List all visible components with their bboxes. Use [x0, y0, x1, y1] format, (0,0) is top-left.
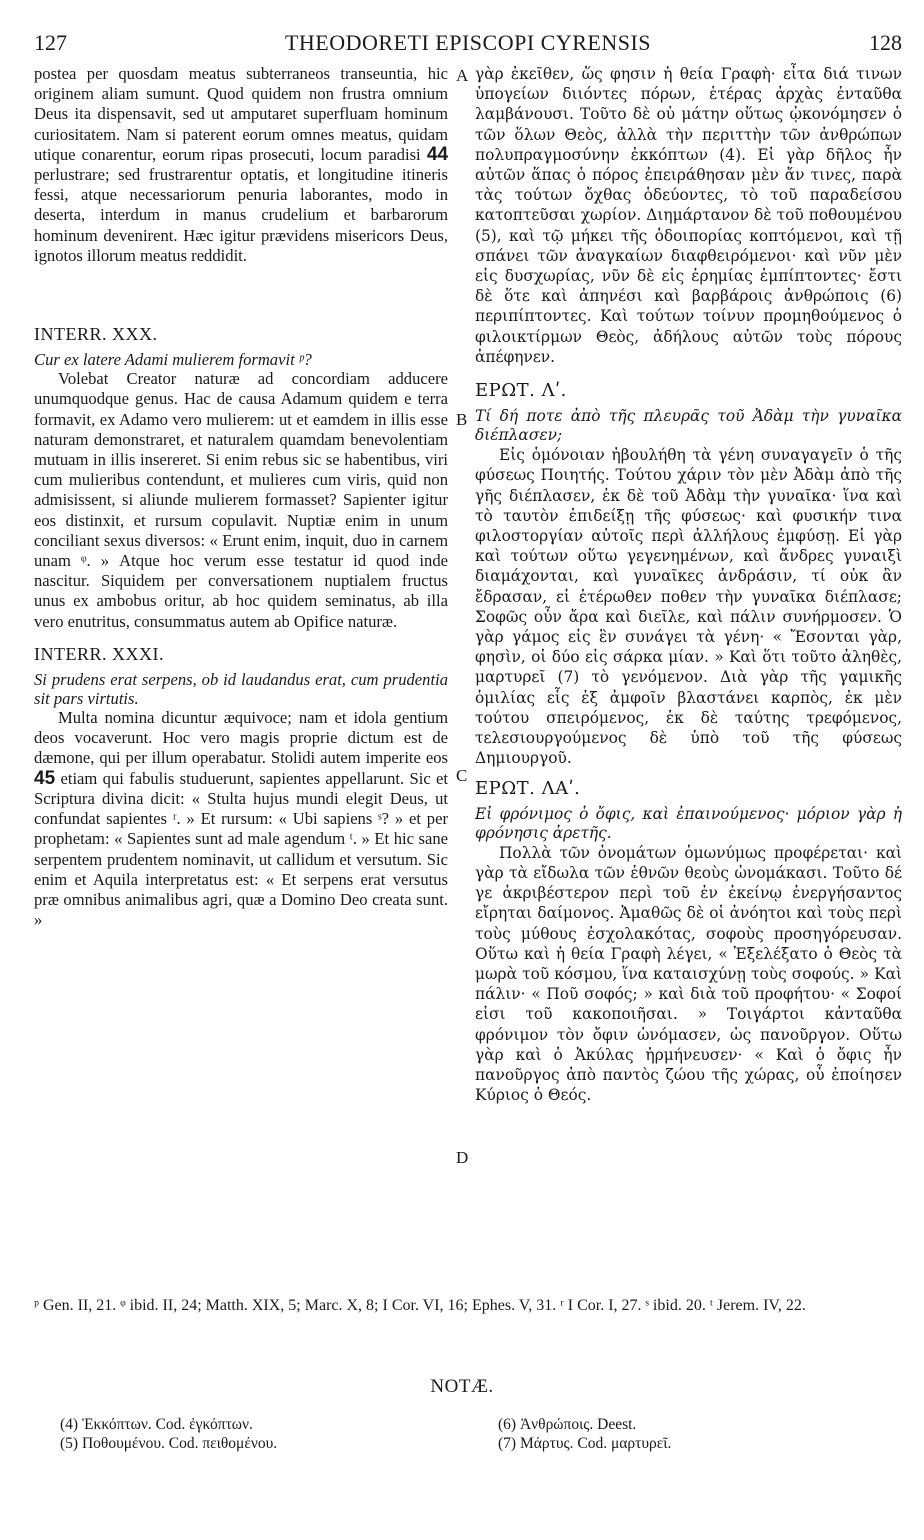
latin-opening-paragraph: postea per quosdam meatus subterraneos transeuntia, hic originem aliam sumunt. Quod quidem non frustra omnium Deus ita dispensavit, sed ut amputaret superfluam hominum curiositatem. Nam si paterent eorum omnes meatus, quidam utique conarentur, eorum ripas prosecuti, locum paradisi 44 perlustrare; sed frustrarentur optatis, et longitudine itineris fessi, atque necessariorum penuria laborantes, modo in deserta, interdum in manus crudelium et barbarorum hominum devenirent. Hæc igitur prævidens misericors Deus, ignotos illorum meatus reddidit. — [34, 64, 449, 265]
greek-section-body-30: Εἰς ὁμόνοιαν ἠβουλήθη τὰ γένη συναγαγεῖν ὁ τῆς φύσεως Ποιητής. Τούτου χάριν τὸν μὲν Ἀδὰμ ἀπὸ τῆς γῆς διέπλασεν, ἐκ δὲ τοῦ Ἀδὰμ τὴν γυναῖκα· ἵνα καὶ τὸ ταυτὸν ἐπιδείξῃ τῆς φύσεως· καὶ φυσικήν τινα φιλοστοργίαν αὐτοῖς περὶ ἀλλήλους ἐμφύσῃ. Εἰ γὰρ καὶ τούτων οὕτω γεγενημένων, καὶ ἄνδρες γυναιξὶ διαμάχονται, καὶ γυναῖκες ἀνδράσιν, τί οὐκ ἂν ἔδρασαν, εἰ ἑτέρωθεν ποθεν τὴν γυναῖκα διέπλασε; Σοφῶς οὖν ἄρα καὶ διεῖλε, καὶ πάλιν συνήρμοσεν. Ὁ γὰρ γάμος εἰς ἓν συνάγει τὰ γένη· « Ἔσονται γὰρ, φησὶν, οἱ δύο εἰς σάρκα μίαν. » Καὶ ὅτι τοῦτο ἀληθὲς, μαρτυρεῖ (7) τὸ γενόμενον. Διὰ γὰρ τῆς γαμικῆς ὁμιλίας εἷς ἐξ ἀμφοῖν βλαστάνει καρπὸς, ἐκ μὲν τούτου σπειρόμενος, ἐκ δὲ ταύτης τρεφόμενος, τελεσιουργούμενος δὲ ὑπὸ τοῦ τῆς φύσεως Δημιουργοῦ. — [475, 446, 902, 768]
latin-section-body-30: Volebat Creator naturæ ad concordiam adducere unumquodque genus. Hac de causa Adamum quidem e terra formavit, ex Adamo vero mulierem: ut et eamdem in illis esse naturam demonstraret, et naturalem quamdam benevolentiam mutuam in illis insereret. Si enim rebus sic se habentibus, viri cum mulieribus contendunt, et mulieres cum viris, quid non admisissent, si aliunde mulierem formasset? Sapienter igitur eos distinxit, et rursum copulavit. Nuptiæ enim in unum conciliant sexus diversos: « Erunt enim, inquit, duo in carnem unam ᵠ. » Atque hoc verum esse testatur id quod inde nascitur. Siquidem per conversationem nuptialem fructus unus ex ambobus oritur, ab hoc quidem seminatus, ab illa vero enutritus, consummatus autem ab Opifice naturæ. — [34, 369, 448, 631]
greek-opening-paragraph: γὰρ ἐκεῖθεν, ὥς φησιν ἡ θεία Γραφὴ· εἶτα διά τινων ὑπογείων διιόντες πόρων, ἑτέρας ἀρχὰς ἐνταῦθα λαμβάνουσι. Τοῦτο δὲ οὐ μάτην οὕτως ᾠκονόμησεν ὁ τῶν ὅλων Θεὸς, ἀλλὰ τὴν περιττὴν τῶν ἀνθρώπων πολυπραγμοσύνην ἐκκόπτων (4). Εἰ γὰρ δῆλος ἦν αὐτῶν ἅπας ὁ πόρος ἐπειράθησαν μὲν ἄν τινες, παρὰ τὰς τούτων ὄχθας ὁδεύοντες, τὸ τοῦ παραδείσου κατοπτεῦσαι χωρίον. Διημάρτανον δὲ τοῦ ποθουμένου (5), καὶ τῷ μήκει τῆς ὁδοιπορίας κοπτόμενοι, καὶ τῇ σπάνει τῶν ἀναγκαίων διαφθειρόμενοι· καὶ νῦν μὲν εἰς δυσχωρίας, νῦν δὲ εἰς ἐρημίας ἐμπίπτοντες· ἔστι δὲ ὅτε καὶ ἀπηνέσι καὶ βαρβάροις ἀνθρώποις (6) περιπίπτοντες. Καὶ τούτων τοίνυν προμηθούμενος ὁ φιλοικτίρμων Θεὸς, ἀδήλους αὐτῶν τοὺς πόρους ἀπέφηνεν. — [475, 65, 902, 366]
column-number-44: 44 — [426, 143, 449, 165]
notes-left-column — [60, 1415, 277, 1453]
note-6: (6) Ἀνθρώποις. Deest. — [498, 1416, 637, 1433]
note-5: (5) Ποθουμένου. Cod. πειθομένου. — [60, 1435, 278, 1452]
notes-right-column — [498, 1415, 671, 1453]
running-header — [34, 30, 902, 60]
note-7: (7) Μάρτυς. Cod. μαρτυρεῖ. — [498, 1435, 672, 1452]
greek-column — [475, 64, 902, 1105]
greek-section-body-31: Πολλὰ τῶν ὀνομάτων ὁμωνύμως προφέρεται· καὶ γὰρ τὰ εἴδωλα τῶν ἐθνῶν θεοὺς ὠνομάκασι. Τοῦτο δέ γε ἀκριβέστερον περὶ τοῦ ἐν ἐκείνῳ ἐνεργήσαντος εἴρηται δαίμονος. Ἀμαθῶς δὲ οἱ ἀνόητοι καὶ τοὺς περὶ τοὺς μύθους ἐσχολακότας, σοφοὺς προσηγόρευσαν. Οὕτω καὶ ἡ θεία Γραφὴ λέγει, « Ἐξελέξατο ὁ Θεὸς τὰ μωρὰ τοῦ κόσμου, ἵνα καταισχύνῃ τοὺς σοφούς. » Καὶ πάλιν· « Ποῦ σοφός; » καὶ διὰ τοῦ προφήτου· « Σοφοί εἰσι τοῦ κακοποιῆσαι. » Τοιγάρτοι κἀνταῦθα φρόνιμον τὸν ὄφιν ὠνόμασεν, ὡς πανοῦργον. Οὕτω γὰρ καὶ ὁ Ἀκύλας ἡρμήνευσεν· « Καὶ ὁ ὄφις ἦν πανοῦργος ἀπὸ παντὸς ζώου τῆς χώρας, οὗ ἐποίησεν Κύριος ὁ Θεός. — [475, 843, 902, 1105]
margin-marker-d: D — [456, 1148, 469, 1167]
page-number-right: 128 — [869, 30, 902, 55]
latin-column — [34, 64, 448, 930]
margin-marker-a: A — [456, 66, 469, 85]
greek-section-title-31: ΕΡΩΤ. ΛΑʹ. — [475, 777, 581, 799]
running-title: THEODORETI EPISCOPI CYRENSIS — [284, 30, 652, 55]
latin-section-title-30: INTERR. XXX. — [34, 324, 158, 345]
latin-section-question-31: Si prudens erat serpens, ob id laudandus erat, cum prudentia sit pars virtutis. — [34, 670, 448, 709]
greek-section-question-30: Τί δή ποτε ἀπὸ τῆς πλευρᾶς τοῦ Ἀδὰμ τὴν γυναῖκα διέπλασεν; — [475, 407, 902, 445]
greek-section-question-31: Εἰ φρόνιμος ὁ ὄφις, καὶ ἐπαινούμενος· μόριον γὰρ ἡ φρόνησις ἀρετῆς. — [475, 804, 902, 842]
scripture-footnotes: ᵖ Gen. II, 21. ᵠ ibid. II, 24; Matth. XIX, 5; Marc. X, 8; I Cor. VI, 16; Ephes. V, 31. ʳ I Cor. I, 27. ˢ ibid. 20. ᵗ Jerem. IV, 22. — [34, 1297, 806, 1314]
column-number-45: 45 — [34, 767, 56, 789]
note-4: (4) Ἐκκόπτων. Cod. ἐγκόπτων. — [60, 1416, 253, 1433]
latin-section-title-31: INTERR. XXXI. — [34, 643, 164, 664]
greek-section-title-30: ΕΡΩΤ. Λʹ. — [475, 380, 567, 402]
notes-heading: NOTÆ. — [430, 1376, 494, 1397]
latin-section-body-31: Multa nomina dicuntur æquivoce; nam et idola gentium deos vocaverunt. Hoc vero magis proprie dictum est de dæmone, qui per illum operabatur. Stolidi autem imperite eos 45 etiam qui fabulis studuerunt, sapientes appellarunt. Sic et Scriptura divina dicit: « Stulta hujus mundi elegit Deus, ut confundat sapientes ʳ. » Et rursum: « Ubi sapiens ˢ? » et per prophetam: « Sapientes sunt ad male agendum ᵗ. » Et hic sane serpentem prudentem nominavit, ut callidum et versutum. Sic enim et Aquila interpretatus est: « Et serpens erat versutus præ omnibus animalibus agri, quæ a Domino Deo creata sunt. » — [34, 708, 448, 930]
page-number-left: 127 — [34, 30, 67, 55]
margin-marker-c: C — [456, 766, 468, 785]
latin-section-question-30: Cur ex latere Adami mulierem formavit ᵖ? — [34, 350, 312, 370]
margin-marker-b: B — [456, 410, 468, 429]
